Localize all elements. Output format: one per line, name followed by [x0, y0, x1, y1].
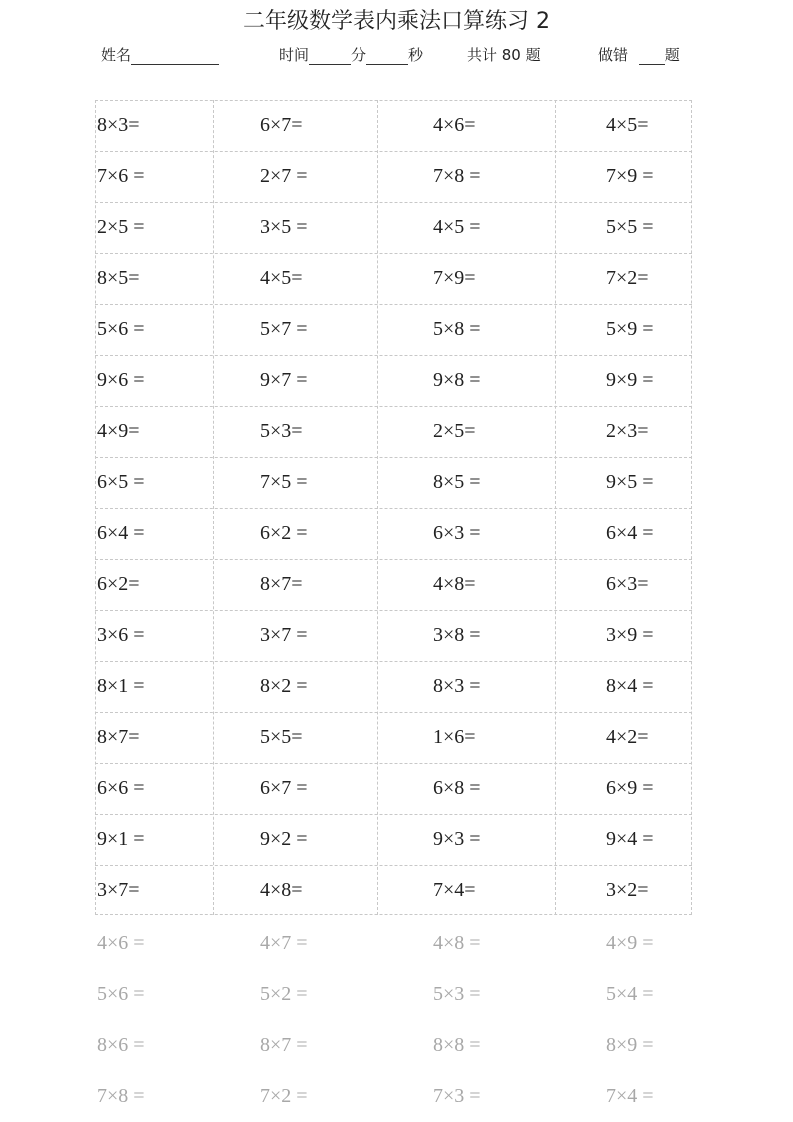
grid-row-divider — [95, 253, 692, 254]
problem-item: 3×8 = — [433, 624, 481, 646]
problem-item: 6×4 = — [606, 522, 654, 544]
problem-item: 2×5 = — [97, 216, 145, 238]
problem-item: 7×6 = — [97, 165, 145, 187]
name-field — [101, 44, 219, 65]
wrong-field — [598, 44, 680, 65]
problem-item: 8×5= — [97, 267, 140, 289]
problem-item: 4×9= — [97, 420, 140, 442]
problem-item: 5×3= — [260, 420, 303, 442]
name-blank[interactable] — [131, 48, 219, 65]
problem-item: 6×3 = — [433, 522, 481, 544]
grid-row-divider — [95, 610, 692, 611]
problem-item: 6×2= — [97, 573, 140, 595]
problem-item: 4×8= — [260, 879, 303, 901]
problem-item: 6×7= — [260, 114, 303, 136]
problem-item: 5×7 = — [260, 318, 308, 340]
problem-item: 8×3 = — [433, 675, 481, 697]
problem-item: 9×6 = — [97, 369, 145, 391]
faded-problem: 5×3 = — [433, 983, 481, 1005]
problem-item: 9×5 = — [606, 471, 654, 493]
problem-item: 7×5 = — [260, 471, 308, 493]
problem-item: 6×2 = — [260, 522, 308, 544]
problem-item: 6×6 = — [97, 777, 145, 799]
problem-item: 4×5= — [260, 267, 303, 289]
problem-item: 2×7 = — [260, 165, 308, 187]
problem-item: 3×7 = — [260, 624, 308, 646]
problem-item: 2×3= — [606, 420, 649, 442]
problem-item: 9×7 = — [260, 369, 308, 391]
minute-blank[interactable] — [309, 48, 351, 65]
faded-problem: 4×7 = — [260, 932, 308, 954]
problem-item: 4×2= — [606, 726, 649, 748]
problem-item: 3×5 = — [260, 216, 308, 238]
problem-item: 8×7= — [97, 726, 140, 748]
problem-item: 9×1 = — [97, 828, 145, 850]
problem-item: 6×5 = — [97, 471, 145, 493]
problem-item: 4×5= — [606, 114, 649, 136]
problem-item: 5×5= — [260, 726, 303, 748]
problem-item: 7×9 = — [606, 165, 654, 187]
grid-row-divider — [95, 202, 692, 203]
grid-row-divider — [95, 661, 692, 662]
problem-item: 6×4 = — [97, 522, 145, 544]
grid-row-divider — [95, 508, 692, 509]
problem-item: 3×2= — [606, 879, 649, 901]
minute-label: 分 — [351, 46, 367, 64]
faded-problem: 4×6 = — [97, 932, 145, 954]
question-label: 题 — [664, 46, 680, 64]
grid-row-divider — [95, 151, 692, 152]
grid-row-divider — [95, 406, 692, 407]
faded-problem: 7×2 = — [260, 1085, 308, 1107]
worksheet-header — [0, 44, 793, 68]
problem-item: 6×9 = — [606, 777, 654, 799]
grid-row-divider — [95, 559, 692, 560]
second-blank[interactable] — [366, 48, 408, 65]
problem-item: 5×5 = — [606, 216, 654, 238]
problem-item: 8×1 = — [97, 675, 145, 697]
grid-row-divider — [95, 304, 692, 305]
problem-item: 5×9 = — [606, 318, 654, 340]
problem-item: 8×7= — [260, 573, 303, 595]
time-label: 时间 — [279, 46, 310, 64]
problem-item: 9×9 = — [606, 369, 654, 391]
grid-row-divider — [95, 712, 692, 713]
grid-row-divider — [95, 865, 692, 866]
faded-problem: 7×4 = — [606, 1085, 654, 1107]
total-count: 共计 80 题 — [467, 46, 541, 64]
problem-item: 6×7 = — [260, 777, 308, 799]
grid-row-divider — [95, 355, 692, 356]
grid-row-divider — [95, 457, 692, 458]
problem-item: 1×6= — [433, 726, 476, 748]
problem-item: 9×8 = — [433, 369, 481, 391]
faded-problem: 8×6 = — [97, 1034, 145, 1056]
faded-problem: 7×8 = — [97, 1085, 145, 1107]
problem-item: 7×2= — [606, 267, 649, 289]
problem-item: 8×3= — [97, 114, 140, 136]
faded-problem: 8×8 = — [433, 1034, 481, 1056]
faded-problem: 8×7 = — [260, 1034, 308, 1056]
worksheet-title: 二年级数学表内乘法口算练习 2 — [243, 9, 550, 34]
problem-item: 3×6 = — [97, 624, 145, 646]
faded-problem: 5×6 = — [97, 983, 145, 1005]
problem-item: 8×2 = — [260, 675, 308, 697]
problem-item: 9×4 = — [606, 828, 654, 850]
time-field — [279, 44, 423, 65]
problem-item: 7×4= — [433, 879, 476, 901]
problem-item: 4×6= — [433, 114, 476, 136]
problem-item: 7×8 = — [433, 165, 481, 187]
wrong-label: 做错 — [598, 46, 629, 64]
problem-item: 4×8= — [433, 573, 476, 595]
grid-row-divider — [95, 763, 692, 764]
problem-item: 6×8 = — [433, 777, 481, 799]
problem-item: 5×6 = — [97, 318, 145, 340]
problem-item: 9×2 = — [260, 828, 308, 850]
faded-problem: 5×2 = — [260, 983, 308, 1005]
problem-item: 4×5 = — [433, 216, 481, 238]
faded-problem: 5×4 = — [606, 983, 654, 1005]
faded-problem: 8×9 = — [606, 1034, 654, 1056]
problem-item: 6×3= — [606, 573, 649, 595]
problem-item: 8×4 = — [606, 675, 654, 697]
grid-row-divider — [95, 814, 692, 815]
problem-item: 5×8 = — [433, 318, 481, 340]
faded-problem: 7×3 = — [433, 1085, 481, 1107]
name-label: 姓名 — [101, 46, 132, 64]
faded-problem: 4×8 = — [433, 932, 481, 954]
problem-item: 8×5 = — [433, 471, 481, 493]
problem-item: 9×3 = — [433, 828, 481, 850]
second-label: 秒 — [408, 46, 424, 64]
problem-item: 2×5= — [433, 420, 476, 442]
wrong-blank[interactable] — [639, 48, 665, 65]
problem-item: 3×7= — [97, 879, 140, 901]
faded-problem: 4×9 = — [606, 932, 654, 954]
problem-item: 3×9 = — [606, 624, 654, 646]
problem-item: 7×9= — [433, 267, 476, 289]
